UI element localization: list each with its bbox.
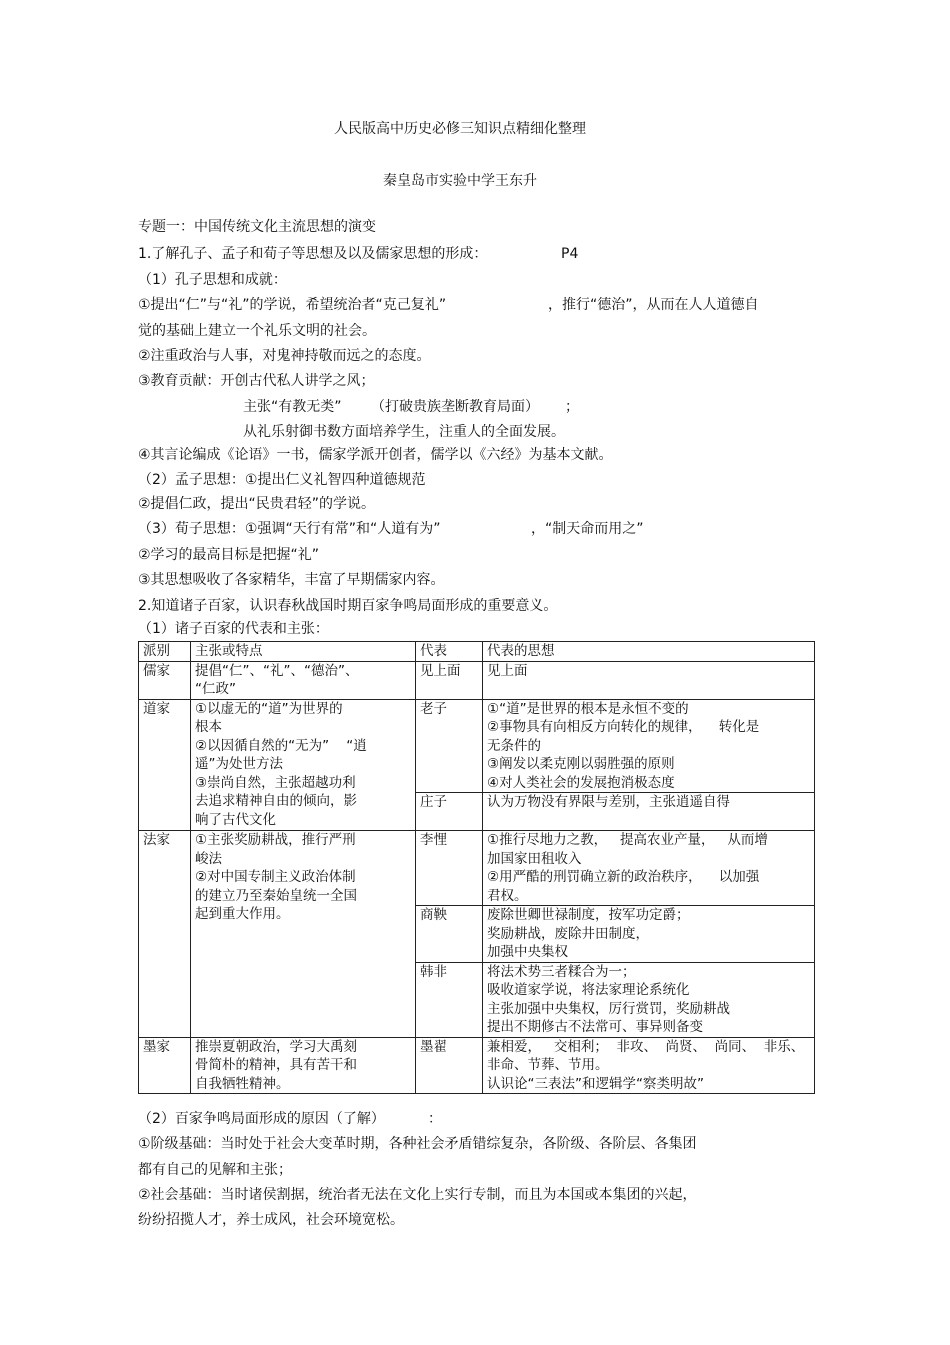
kongzi-point-3d: 从礼乐射御书数方面培养学生，注重人的全面发展。 xyxy=(243,424,565,440)
thought-line: 提出不期修古不法常可、事异则备变 xyxy=(487,1019,703,1035)
thought-line: 加强中央集权 xyxy=(487,944,568,960)
section1-heading: 1.了解孔子、孟子和荀子等思想及以及儒家思想的形成： xyxy=(138,246,488,262)
claim-line: 推崇夏朝政治，学习大禹刻 xyxy=(195,1038,357,1055)
thought-line: ②用严酷的刑罚确立新的政治秩序， 以加强 xyxy=(487,869,760,885)
reason-1a: ①阶级基础：当时处于社会大变革时期，各种社会矛盾错综复杂，各阶级、各阶层、各集团 xyxy=(138,1136,697,1152)
thought-cell xyxy=(483,1037,815,1094)
rep-cell: 见上面 xyxy=(416,661,483,699)
claim-line: 自我牺牲精神。 xyxy=(195,1075,290,1092)
rep-cell: 墨翟 xyxy=(416,1037,483,1094)
page-ref: P4 xyxy=(561,246,579,262)
rep-cell: 李悝 xyxy=(416,831,483,906)
reason-title: （2）百家争鸣局面形成的原因（了解） xyxy=(138,1111,385,1127)
school-cell: 法家 xyxy=(139,831,191,1038)
table-row-rujia xyxy=(139,661,815,699)
header-cell: 代表的思想 xyxy=(483,642,815,662)
thought-line: 吸收道家学说，将法家理论系统化 xyxy=(487,982,690,998)
claim-line: ③崇尚自然，主张超越功利 xyxy=(195,774,356,791)
thought-line: 兼相爱， 交相利； 非攻、 尚贤、 尚同、 非乐、 xyxy=(487,1038,805,1055)
kongzi-point-1a: ①提出“仁”与“礼”的学说，希望统治者“克己复礼” xyxy=(138,297,447,313)
claim-line: 起到重大作用。 xyxy=(195,906,290,922)
doc-author: 秦皇岛市实验中学王东升 xyxy=(383,173,537,189)
claim-line: 提倡“仁”、“礼”、“德治”、 xyxy=(195,662,359,679)
thought-cell xyxy=(483,793,815,831)
kongzi-point-1c: 觉的基础上建立一个礼乐文明的社会。 xyxy=(138,323,376,339)
claim-line: ①主张奖励耕战，推行严刑 xyxy=(195,832,356,848)
kongzi-point-3a: 主张“有教无类” xyxy=(243,399,342,415)
claim-line: 骨简朴的精神，具有苦干和 xyxy=(195,1057,357,1073)
claim-line: ②对中国专制主义政治体制 xyxy=(195,869,356,885)
claim-line: 遥”为处世方法 xyxy=(195,756,283,772)
topic-heading: 专题一：中国传统文化主流思想的演变 xyxy=(138,219,376,235)
thought-cell xyxy=(483,906,815,963)
table-row-daojia-laozi xyxy=(139,699,815,793)
xunzi-line-1b: ，“制天命而用之” xyxy=(531,521,644,537)
header-cell: 派别 xyxy=(139,642,191,662)
kongzi-title: （1）孔子思想和成就： xyxy=(138,272,287,288)
claim-line: ①以虚无的“道”为世界的 xyxy=(195,700,343,717)
thought-cell xyxy=(483,831,815,906)
header-cell: 代表 xyxy=(416,642,483,662)
kongzi-point-2: ②注重政治与人事，对鬼神持敬而远之的态度。 xyxy=(138,348,431,364)
claim-line: 根本 xyxy=(195,719,222,735)
claim-line: 响了古代文化 xyxy=(195,811,276,828)
claim-cell xyxy=(191,831,416,1038)
thought-cell: 见上面 xyxy=(483,661,815,699)
claim-line: 峻法 xyxy=(195,850,222,867)
rep-cell: 老子 xyxy=(416,699,483,793)
kongzi-point-1b: ，推行“德治”，从而在人人道德自 xyxy=(548,297,759,313)
header-cell: 主张或特点 xyxy=(191,642,416,662)
school-cell: 道家 xyxy=(139,699,191,831)
kongzi-point-3b: （打破贵族垄断教育局面） xyxy=(371,399,539,415)
thought-line: 认识论“三表法”和逻辑学“察类明故” xyxy=(487,1075,704,1092)
kongzi-point-3: ③教育贡献：开创古代私人讲学之风； xyxy=(138,373,375,389)
thought-line: ①推行尽地力之教， 提高农业产量， 从而增 xyxy=(487,832,768,848)
thought-line: ①“道”是世界的根本是永恒不变的 xyxy=(487,700,689,717)
table-title: （1）诸子百家的代表和主张： xyxy=(138,621,329,637)
xunzi-line-2: ②学习的最高目标是把握“礼” xyxy=(138,547,320,563)
doc-title: 人民版高中历史必修三知识点精细化整理 xyxy=(334,121,586,137)
mengzi-line-1: （2）孟子思想：①提出仁义礼智四种道德规范 xyxy=(138,472,426,488)
claim-cell xyxy=(191,661,416,699)
rep-cell: 韩非 xyxy=(416,962,483,1037)
thought-cell xyxy=(483,699,815,793)
reason-2a: ②社会基础：当时诸侯割据，统治者无法在文化上实行专制，而且为本国或本集团的兴起， xyxy=(138,1187,697,1203)
thought-line: 加国家田租收入 xyxy=(487,850,582,867)
thought-line: 将法术势三者糅合为一； xyxy=(487,963,636,980)
xunzi-line-1a: （3）荀子思想：①强调“天行有常”和“人道有为” xyxy=(138,521,441,537)
reason-1b: 都有自己的见解和主张； xyxy=(138,1162,292,1178)
claim-line: ②以因循自然的“无为” “逍 xyxy=(195,737,367,754)
school-cell: 儒家 xyxy=(139,661,191,699)
thought-cell xyxy=(483,962,815,1037)
reason-2b: 纷纷招揽人才，养士成风，社会环境宽松。 xyxy=(138,1212,404,1228)
thought-line: ③阐发以柔克刚以弱胜强的原则 xyxy=(487,756,675,772)
claim-line: 的建立乃至秦始皇统一全国 xyxy=(195,887,357,904)
kongzi-point-4: ④其言论编成《论语》一书，儒家学派开创者，儒学以《六经》为基本文献。 xyxy=(138,447,613,463)
rep-cell: 商鞅 xyxy=(416,906,483,963)
mengzi-line-2: ②提倡仁政，提出“民贵君轻”的学说。 xyxy=(138,496,376,512)
table-row-fajia-likui xyxy=(139,831,815,906)
thought-line: 君权。 xyxy=(487,887,528,904)
reason-colon: ： xyxy=(428,1111,442,1127)
thought-line: 认为万物没有界限与差别，主张逍遥自得 xyxy=(487,794,730,810)
thought-line: 废除世卿世禄制度，按军功定爵； xyxy=(487,907,690,923)
thought-line: 奖励耕战，废除井田制度， xyxy=(487,925,649,942)
thought-line: 主张加强中央集权，厉行赏罚，奖励耕战 xyxy=(487,1000,730,1017)
thought-line: 非命、节葬、节用。 xyxy=(487,1057,609,1073)
rep-cell: 庄子 xyxy=(416,793,483,831)
claim-line: “仁政” xyxy=(195,681,236,697)
claim-cell xyxy=(191,1037,416,1094)
table-row-mojia xyxy=(139,1037,815,1094)
claim-cell xyxy=(191,699,416,831)
xunzi-line-3: ③其思想吸收了各家精华，丰富了早期儒家内容。 xyxy=(138,572,445,588)
table-header-row xyxy=(139,642,815,662)
section2-heading: 2.知道诸子百家，认识春秋战国时期百家争鸣局面形成的重要意义。 xyxy=(138,598,558,614)
thought-line: 无条件的 xyxy=(487,737,541,754)
schools-table xyxy=(138,641,815,1094)
school-cell: 墨家 xyxy=(139,1037,191,1094)
thought-line: ②事物具有向相反方向转化的规律， 转化是 xyxy=(487,719,760,735)
thought-line: ④对人类社会的发展抱消极态度 xyxy=(487,774,675,791)
claim-line: 去追求精神自由的倾向，影 xyxy=(195,793,357,809)
kongzi-point-3c: ； xyxy=(565,399,579,415)
